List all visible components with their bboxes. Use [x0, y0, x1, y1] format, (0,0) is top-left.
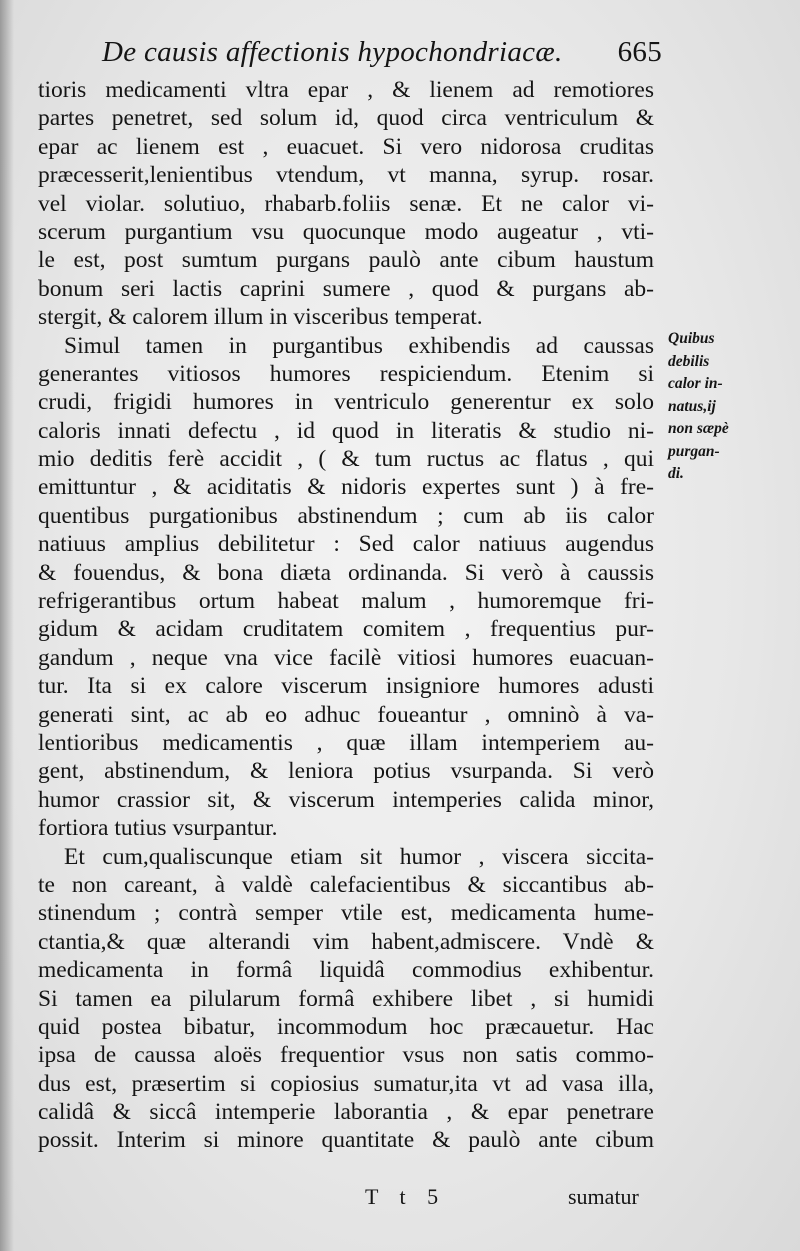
- text-line: epar ac lienem est , euacuet. Si vero nidorosa cruditas: [38, 133, 654, 160]
- text-line: medicamenta in formâ liquidâ commodius exhibentur.: [38, 957, 654, 984]
- marginal-note-line: debilis: [668, 352, 710, 370]
- marginal-note-line: calor in-: [668, 375, 723, 392]
- text-line: scerum purgantium vsu quocunque modo augeatur , vti-: [38, 218, 654, 245]
- text-line: gidum & acidam cruditatem comitem , frequentius pur-: [38, 616, 654, 643]
- running-head: [102, 36, 662, 76]
- marginal-note-line: purgan-: [668, 442, 720, 460]
- text-line: gandum , neque vna vice facilè vitiosi humores euacuan-: [38, 644, 654, 671]
- text-line: crudi, frigidi humores in ventriculo generentur ex solo: [38, 389, 654, 416]
- page-number: 665: [617, 36, 662, 68]
- text-line: Simul tamen in purgantibus exhibendis ad caussas: [64, 332, 654, 359]
- text-line: humor crassior sit, & viscerum intemperies calida minor,: [38, 786, 654, 813]
- text-line: quid postea bibatur, incommodum hoc præcauetur. Hac: [38, 1013, 654, 1040]
- text-line: generantes vitiosos humores respiciendum. Etenim si: [38, 360, 654, 387]
- text-line: tur. Ita si ex calore viscerum insigniore humores adusti: [38, 673, 654, 700]
- text-line: mio deditis ferè accidit , ( & tum ructus ac flatus , qui: [38, 446, 654, 473]
- marginal-note-line: Quibus: [668, 330, 715, 347]
- main-text-block: [38, 76, 654, 1155]
- running-head-title: De causis affectionis hypochondriacæ.: [102, 36, 563, 68]
- text-line: præcesserit,lenientibus vtendum, vt manna, syrup. rosar.: [38, 162, 654, 189]
- text-line: caloris innati defectu , id quod in literatis & studio ni-: [38, 417, 654, 444]
- text-line: emittuntur , & aciditatis & nidoris expertes sunt ) à fre-: [38, 474, 654, 501]
- text-line: generati sint, ac ab eo adhuc foueantur , omninò à va-: [38, 701, 654, 728]
- text-line: & fouendus, & bona diæta ordinanda. Si verò à caussis: [38, 559, 654, 586]
- text-line: gent, abstinendum, & leniora potius vsurpanda. Si verò: [38, 758, 654, 785]
- text-line: calidâ & siccâ intemperie laborantia , & epar penetrare: [38, 1099, 654, 1126]
- text-line: fortiora tutius vsurpantur.: [38, 815, 278, 842]
- text-line: le est, post sumtum purgans paulò ante cibum haustum: [38, 247, 654, 274]
- text-line: Si tamen ea pilularum formâ exhibere libet , si humidi: [38, 985, 654, 1012]
- text-line: quentibus purgationibus abstinendum ; cum ab iis calor: [38, 502, 654, 529]
- text-line: lentioribus medicamentis , quæ illam intemperiem au-: [38, 729, 654, 756]
- gutter-shadow: [0, 0, 14, 1251]
- catchword: sumatur: [568, 1184, 639, 1209]
- text-line: tioris medicamenti vltra epar , & lienem ad remotiores: [38, 77, 654, 103]
- text-line: stergit, & calorem illum in visceribus temperat.: [38, 304, 483, 331]
- text-line: Et cum,qualiscunque etiam sit humor , viscera siccita-: [64, 843, 654, 870]
- text-line: ipsa de caussa aloës frequentior vsus non satis commo-: [38, 1042, 654, 1069]
- text-line: partes penetret, sed solum id, quod circa ventriculum &: [38, 105, 654, 132]
- text-line: dus est, præsertim si copiosius sumatur,ita vt ad vasa illa,: [38, 1070, 654, 1097]
- text-line: bonum seri lactis caprini sumere , quod & purgans ab-: [38, 275, 654, 302]
- text-line: stinendum ; contrà semper vtile est, medicamenta hume-: [38, 900, 654, 927]
- text-line: ctantia,& quæ alterandi vim habent,admiscere. Vndè &: [38, 928, 654, 955]
- text-line: possit. Interim si minore quantitate & paulò ante cibum: [38, 1127, 654, 1154]
- marginal-note-line: non sæpè: [668, 420, 729, 437]
- text-line: te non careant, à valdè calefacientibus & siccantibus ab-: [38, 871, 654, 898]
- text-line: vel violar. solutiuo, rhabarb.foliis senæ. Et ne calor vi-: [38, 190, 654, 217]
- text-line: natiuus amplius debilitetur : Sed calor natiuus augendus: [38, 531, 654, 558]
- text-line: refrigerantibus ortum habeat malum , humoremque fri-: [38, 588, 654, 615]
- marginal-note-line: di.: [668, 465, 684, 482]
- signature-mark: T t 5: [365, 1184, 447, 1209]
- marginal-note: [668, 328, 768, 486]
- marginal-note-line: natus,ij: [668, 397, 716, 415]
